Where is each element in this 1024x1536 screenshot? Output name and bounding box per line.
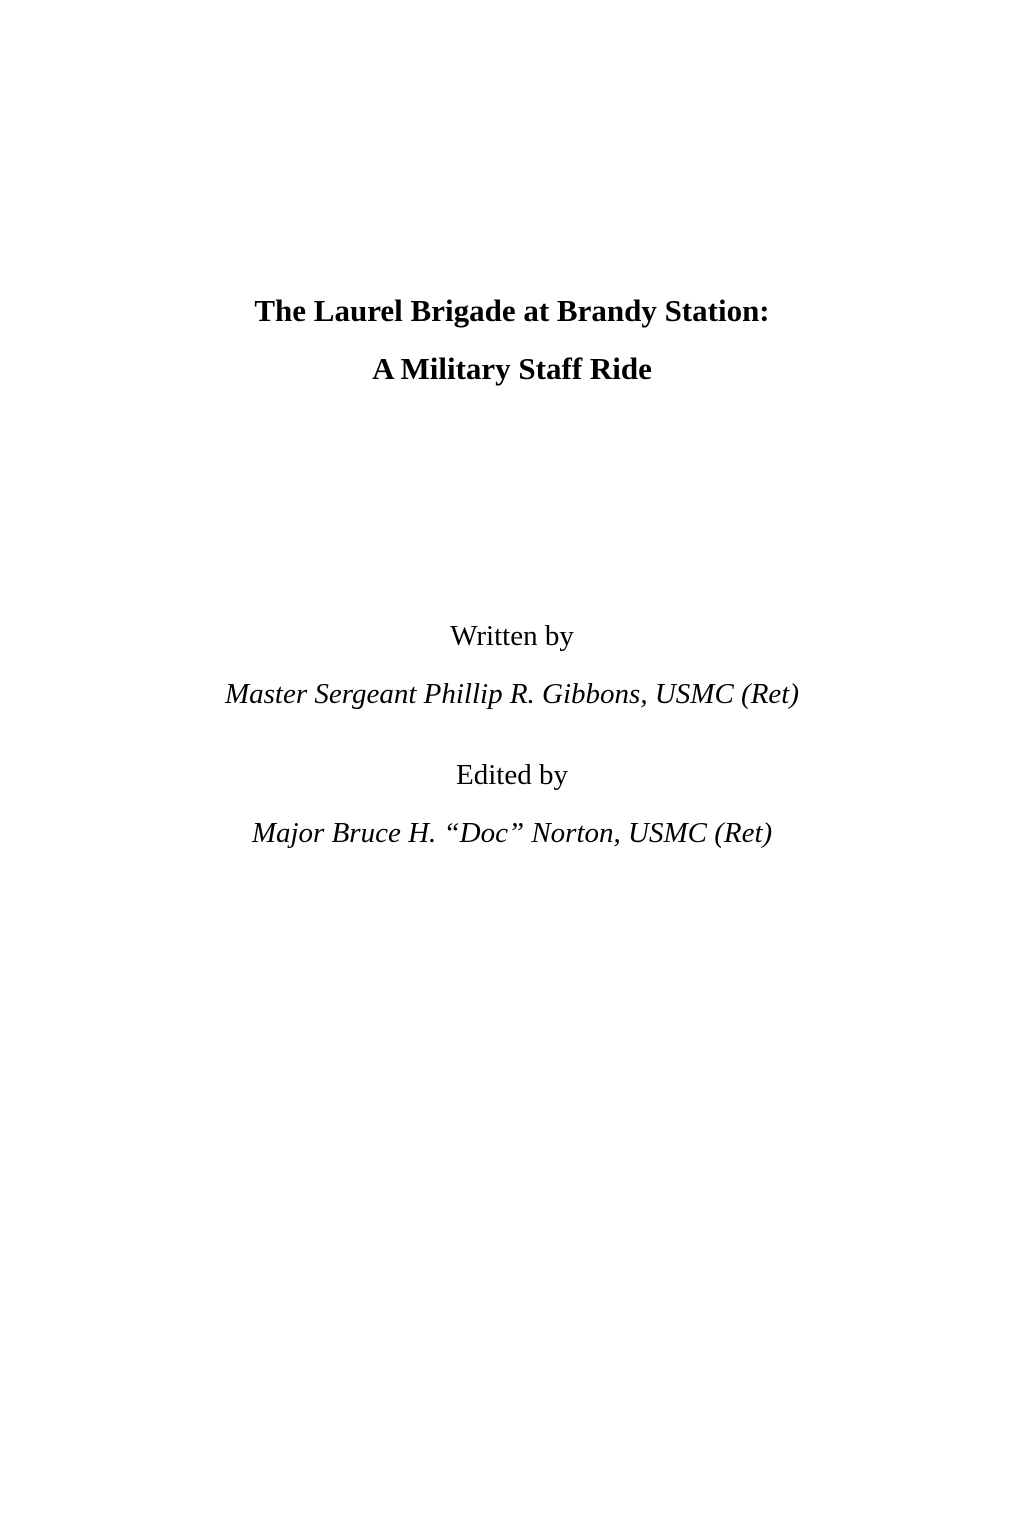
page-subtitle: A Military Staff Ride	[372, 351, 652, 386]
editor-credit	[0, 758, 1024, 850]
written-by-label: Written by	[450, 620, 574, 652]
author-credit	[0, 619, 1024, 711]
edited-by-label: Edited by	[456, 759, 568, 791]
editor-name: Major Bruce H. “Doc” Norton, USMC (Ret)	[251, 817, 773, 849]
author-name: Master Sergeant Phillip R. Gibbons, USMC (Ret)	[224, 678, 799, 710]
page-title: The Laurel Brigade at Brandy Station:	[254, 293, 770, 328]
title-block	[0, 282, 1024, 398]
